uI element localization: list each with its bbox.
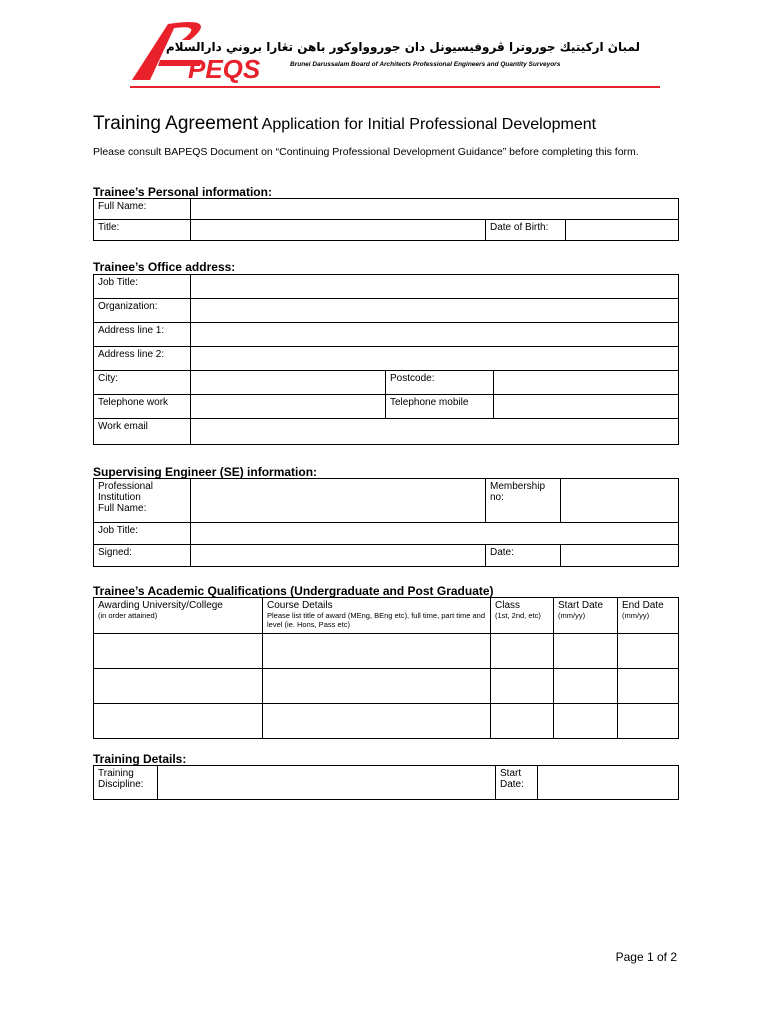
date-label: Date: <box>486 545 561 567</box>
tel-work-field[interactable] <box>191 395 386 419</box>
city-field[interactable] <box>191 371 386 395</box>
academic-cell[interactable] <box>94 634 263 669</box>
postcode-field[interactable] <box>494 371 679 395</box>
membership-label: Membership no: <box>486 479 561 523</box>
academic-cell[interactable] <box>263 634 491 669</box>
col-end-date: End Date (mm/yy) <box>618 598 679 634</box>
membership-field[interactable] <box>561 479 679 523</box>
signed-label: Signed: <box>94 545 191 567</box>
academic-cell[interactable] <box>554 634 618 669</box>
academic-cell[interactable] <box>554 669 618 704</box>
prof-inst-field[interactable] <box>191 479 486 523</box>
job-title-field[interactable] <box>191 275 679 299</box>
organization-label: Organization: <box>94 299 191 323</box>
full-name-field[interactable] <box>191 199 679 220</box>
academic-cell[interactable] <box>618 704 679 739</box>
academic-cell[interactable] <box>554 704 618 739</box>
dob-field[interactable] <box>566 220 679 241</box>
address2-label: Address line 2: <box>94 347 191 371</box>
signed-field[interactable] <box>191 545 486 567</box>
academic-cell[interactable] <box>618 669 679 704</box>
city-label: City: <box>94 371 191 395</box>
start-date-label: Start Date: <box>496 766 538 800</box>
organization-field[interactable] <box>191 299 679 323</box>
address2-field[interactable] <box>191 347 679 371</box>
prof-inst-label: Professional Institution Full Name: <box>94 479 191 523</box>
office-table <box>93 274 679 445</box>
intro-text: Please consult BAPEQS Document on “Continuing Professional Development Guidance” before completing this form. <box>93 146 639 158</box>
se-job-title-field[interactable] <box>191 523 679 545</box>
supervisor-table <box>93 478 679 567</box>
academic-cell[interactable] <box>491 634 554 669</box>
work-email-label: Work email <box>94 419 191 445</box>
personal-table <box>93 198 679 241</box>
document-title: Training Agreement Application for Initial Professional Development <box>93 113 597 134</box>
discipline-label: Training Discipline: <box>94 766 158 800</box>
address1-field[interactable] <box>191 323 679 347</box>
academic-cell[interactable] <box>94 704 263 739</box>
section-supervisor-heading: Supervising Engineer (SE) information: <box>93 465 318 479</box>
postcode-label: Postcode: <box>386 371 494 395</box>
academic-cell[interactable] <box>94 669 263 704</box>
title-field[interactable] <box>191 220 486 241</box>
col-course: Course Details Please list title of award (MEng, BEng etc), full time, part time and level (ie. Hons, Pass etc) <box>263 598 491 634</box>
section-training-heading: Training Details: <box>93 752 187 766</box>
svg-text:PEQS: PEQS <box>188 54 261 84</box>
se-job-title-label: Job Title: <box>94 523 191 545</box>
academic-cell[interactable] <box>618 634 679 669</box>
page-number: Page 1 of 2 <box>615 950 677 964</box>
academic-cell[interactable] <box>491 704 554 739</box>
discipline-field[interactable] <box>158 766 496 800</box>
section-academic-heading: Trainee’s Academic Qualifications (Undergraduate and Post Graduate) <box>93 584 494 598</box>
academic-cell[interactable] <box>491 669 554 704</box>
academic-cell[interactable] <box>263 704 491 739</box>
academic-table <box>93 597 679 739</box>
start-date-field[interactable] <box>538 766 679 800</box>
header-divider <box>130 86 660 88</box>
tel-mobile-label: Telephone mobile <box>386 395 494 419</box>
section-personal-heading: Trainee’s Personal information: <box>93 185 272 199</box>
arabic-org-name: لمباڽ اركيتيك جوروترا ڤروفيسيونل دان جوروواوكور باهن تڠارا بروني دارالسلام <box>165 40 640 54</box>
col-class: Class (1st, 2nd, etc) <box>491 598 554 634</box>
full-name-label: Full Name: <box>94 199 191 220</box>
training-table <box>93 765 679 800</box>
tel-mobile-field[interactable] <box>494 395 679 419</box>
org-name: Brunei Darussalam Board of Architects Professional Engineers and Quantity Surveyors <box>290 61 561 68</box>
col-university: Awarding University/College (in order attained) <box>94 598 263 634</box>
address1-label: Address line 1: <box>94 323 191 347</box>
title-label: Title: <box>94 220 191 241</box>
job-title-label: Job Title: <box>94 275 191 299</box>
academic-cell[interactable] <box>263 669 491 704</box>
work-email-field[interactable] <box>191 419 679 445</box>
tel-work-label: Telephone work <box>94 395 191 419</box>
col-start-date: Start Date (mm/yy) <box>554 598 618 634</box>
section-office-heading: Trainee’s Office address: <box>93 260 236 274</box>
dob-label: Date of Birth: <box>486 220 566 241</box>
date-field[interactable] <box>561 545 679 567</box>
